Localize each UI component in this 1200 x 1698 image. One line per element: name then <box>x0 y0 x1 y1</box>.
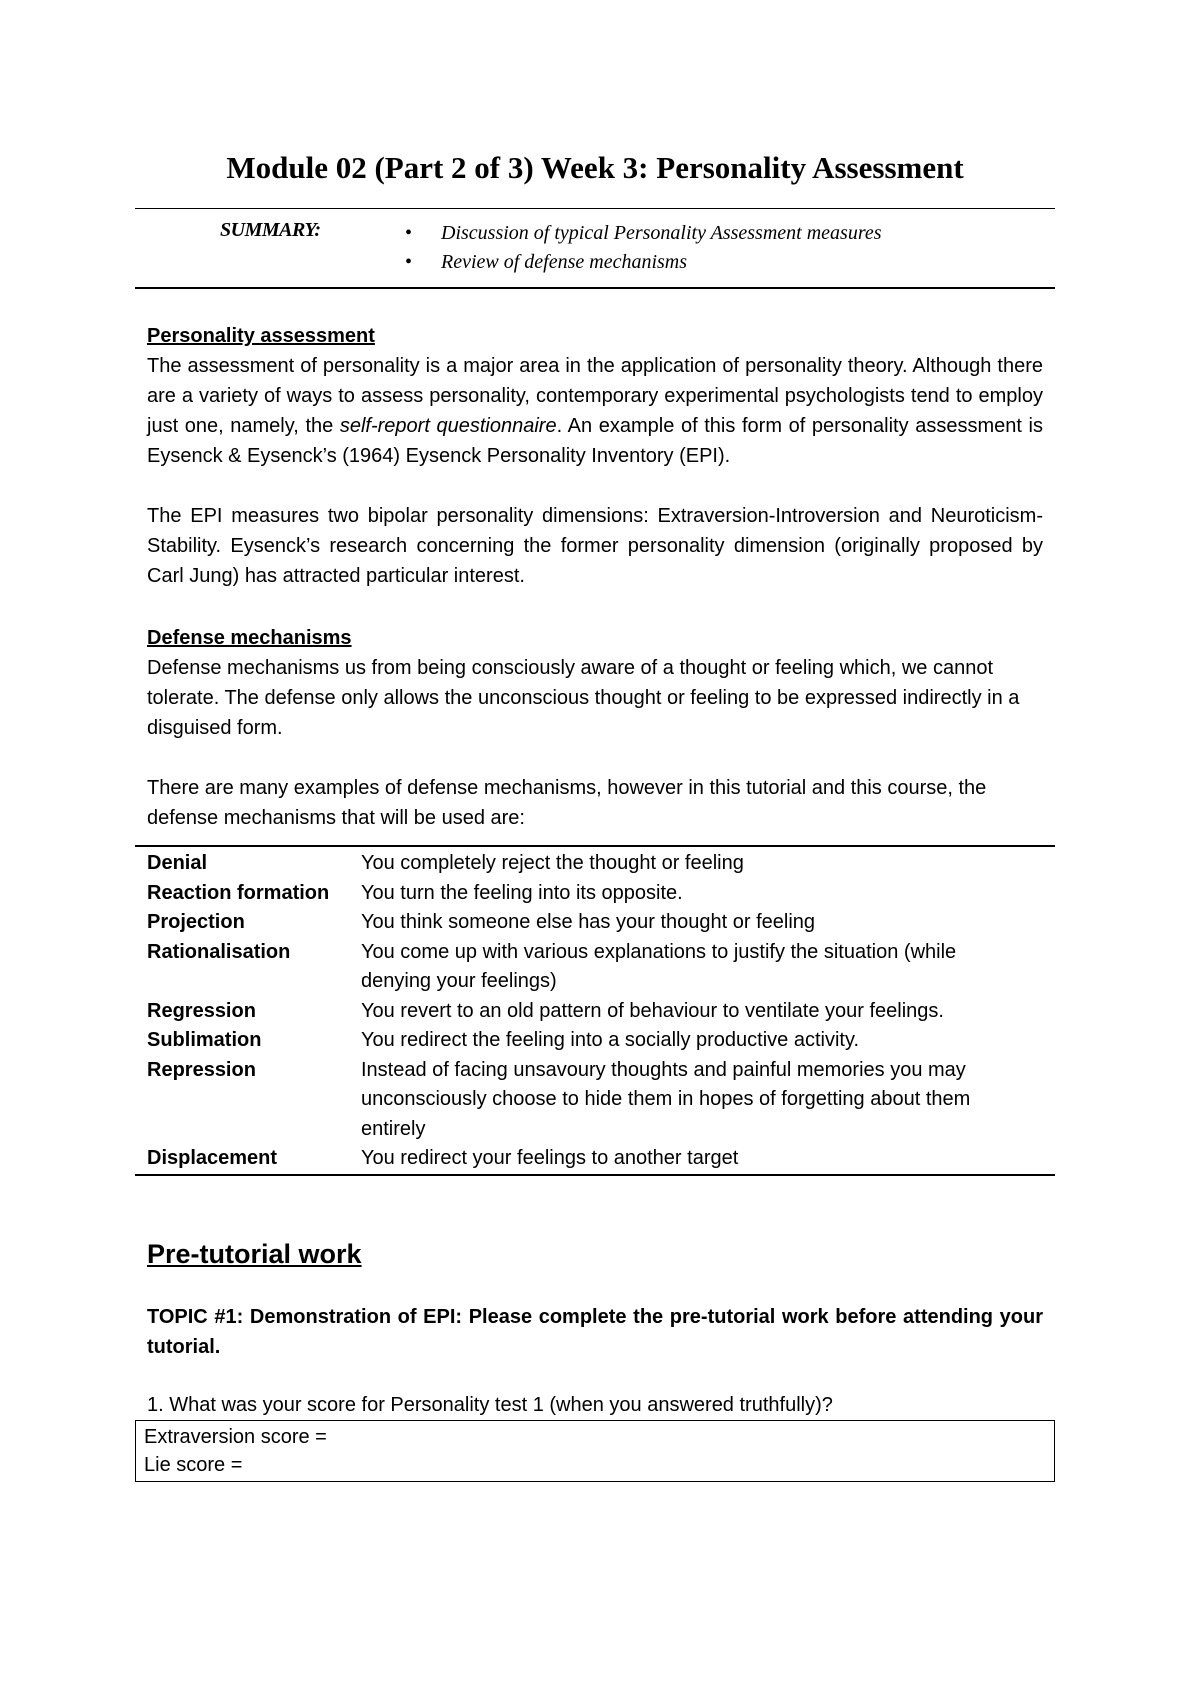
mechanism-term: Repression <box>147 1058 256 1081</box>
table-row <box>135 1026 1055 1056</box>
mechanism-description: You think someone else has your thought or feeling <box>361 911 816 933</box>
personality-paragraph-2: The EPI measures two bipolar personality dimensions: Extraversion-Introversion and Neuroticism-Stability. Eysenck’s research concerning the former personality dimension (originally proposed by Carl Jung) has attracted particular interest. <box>147 505 1043 587</box>
pretutorial-section <box>135 1302 1055 1420</box>
summary-box <box>135 208 1055 289</box>
table-row <box>135 1056 1055 1145</box>
table-row <box>135 908 1055 938</box>
mechanism-description: You turn the feeling into its opposite. <box>361 881 683 904</box>
summary-list <box>405 219 882 277</box>
personality-section <box>135 321 1055 591</box>
mechanism-description: You revert to an old pattern of behaviour to ventilate your feelings. <box>361 999 944 1022</box>
mechanism-term: Projection <box>147 911 245 933</box>
text-span: The assessment of personality is a major area in the application of personality theory. Although there are a variety of ways to assess personality, contemporary experimental psychologists tend to employ just one, namely, the <box>147 355 1043 437</box>
mechanism-term: Displacement <box>147 1147 278 1169</box>
topic-text: TOPIC #1: Demonstration of EPI: Please complete the pre-tutorial work before attending your tutorial. <box>147 1305 1043 1358</box>
personality-heading: Personality assessment <box>147 325 375 347</box>
defense-section <box>135 623 1055 833</box>
mechanism-description: You come up with various explanations to justify the situation (while denying your feelings) <box>361 940 957 992</box>
document-page <box>135 140 1055 1482</box>
mechanism-description: You completely reject the thought or feeling <box>361 852 744 874</box>
table-row <box>135 1144 1055 1174</box>
lie-score-field[interactable]: Lie score = <box>144 1453 243 1476</box>
defense-paragraph-1: Defense mechanisms us from being consciously aware of a thought or feeling which, we cannot tolerate. The defense only allows the unconscious thought or feeling to be expressed indirectly in a disguised form. <box>147 657 1020 739</box>
defense-paragraph-2: There are many examples of defense mechanisms, however in this tutorial and this course, the defense mechanisms that will be used are: <box>147 777 987 829</box>
mechanism-description: Instead of facing unsavoury thoughts and painful memories you may unconsciously choose to hide them in hopes of forgetting about them entirely <box>361 1058 971 1140</box>
mechanism-description: You redirect your feelings to another target <box>361 1147 739 1169</box>
mechanism-description: You redirect the feeling into a socially productive activity. <box>361 1029 860 1051</box>
mechanism-term: Rationalisation <box>147 940 291 963</box>
summary-item: • Review of defense mechanisms <box>405 248 882 277</box>
summary-label: SUMMARY: <box>220 219 321 241</box>
personality-paragraph-1 <box>147 351 1043 471</box>
table-row <box>135 849 1055 879</box>
question-text: 1. What was your score for Personality test 1 (when you answered truthfully)? <box>147 1393 833 1416</box>
mechanism-term: Reaction formation <box>147 881 330 904</box>
pretutorial-heading: Pre-tutorial work <box>147 1238 362 1269</box>
table-row <box>135 938 1055 997</box>
page-title: Module 02 (Part 2 of 3) Week 3: Personality Assessment <box>226 150 964 185</box>
defense-mechanisms-table <box>135 845 1055 1176</box>
defense-heading: Defense mechanisms <box>147 627 352 649</box>
mechanism-term: Regression <box>147 999 256 1022</box>
mechanism-term: Denial <box>147 852 208 874</box>
summary-item: • Discussion of typical Personality Assessment measures <box>405 219 882 248</box>
table-row <box>135 879 1055 909</box>
table-row <box>135 997 1055 1027</box>
text-span: . An example of this form of personality assessment is Eysenck & Eysenck’s (1964) Eysenck Personality Inventory (EPI). <box>147 415 1043 467</box>
extraversion-score-field[interactable]: Extraversion score = <box>144 1425 327 1448</box>
mechanism-term: Sublimation <box>147 1029 262 1051</box>
answer-box[interactable] <box>135 1420 1055 1482</box>
emphasis-text: self-report questionnaire <box>339 415 557 437</box>
